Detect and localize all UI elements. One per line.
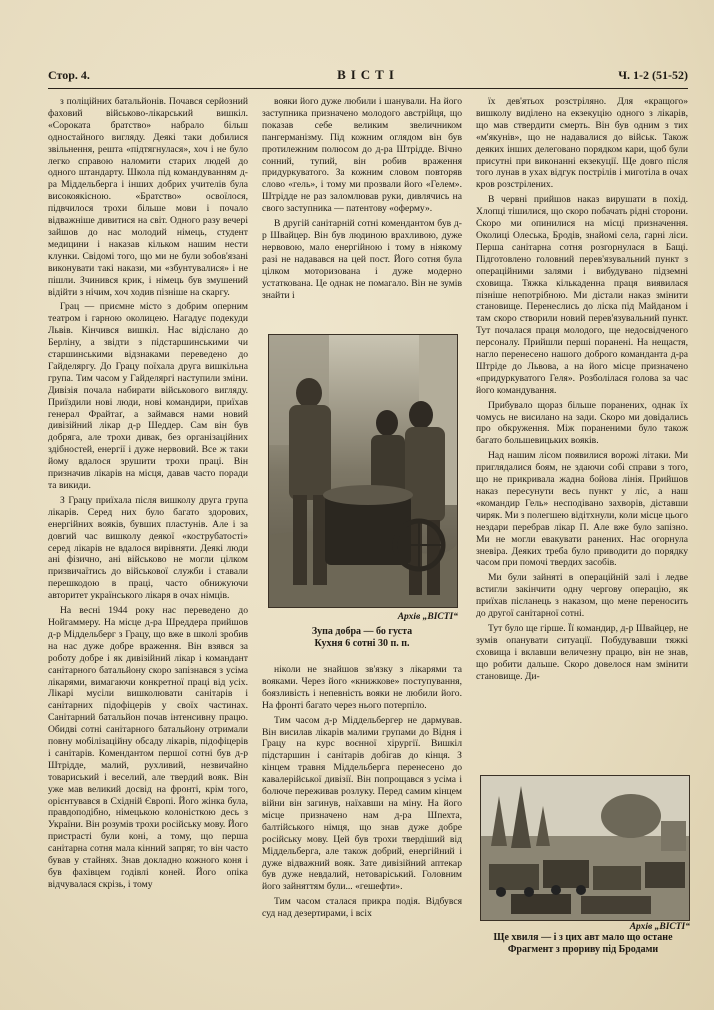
paragraph: з поліційних батальйонів. Почався серйозний фаховий військово-лікарський вишкіл. «Сороката братство» набрало більш одностайного вигляду. Деякі таки добилися звільнення, решта «підтягнулася», хоч і не було легко справою наломити старих людей до одного штандарту. Школа під командуванням д-ра Міддельберга і інших добрих учителів була високоякісною. «Братство» освоїлося, підвчилося трохи більше мови і почало відважніше дивитися на світ. Одного разу вечері зайшов до нас молодий німець, студент медицини і наказав кільком нашим нести клунки. Свідомі того, що ми не були зобов'язані виконувати такі накази, ми «збунтувалися» і не пішли. Зчинився крик, і німець був змушений відійти з нічим, хоч ходив пізніше на скаргу.: [48, 96, 248, 298]
paragraph: ніколи не знайшов зв'язку з лікарями та вояками. Через його «книжкове» поступування, боязливість і непевність вояки не любили його. На фронті багато через нього потерпіло.: [262, 664, 462, 711]
paragraph: В другій санітарній сотні комендантом був д-р Швайцер. Він був людиною врахливою, дуже нервовою, мало енергійною і тому в ніякому разі не надавався на цей пост. Його сотня була цілком моторизована і дуже модерно устаткована. Це однак не помагало. Він не зумів знайти і: [262, 218, 462, 301]
photo-vehicle-column: [480, 775, 690, 921]
paragraph: Тим часом сталася прикра подія. Відбувся суд над дезертирами, і всіх: [262, 896, 462, 920]
paragraph: Тим часом д-р Міддельбергер не дармував. Він висилав лікарів малими групами до Відня і Грацу на курс воєнної хірургії. Вишкіл підстаршин і санітарів добігав до кінця. З кінцем травня Міддельберга перенесено до кавалерійської дивізії. Він попрощався з усіма і болюче переживав розлуку. Перед самим кінцем війни він загинув, наїхавши на міну. На його місце призначено нам д-ра Шпехта, балтійського німця, що знав дуже добре російську мову. Цей був трохи твердіший від Міддельберга, але також добрий, енергійний і дуже відважний вояк. Зате дивізійний аптекар був дуже невдалий, нетоваріський. Головним його зайняттям були... «гешефти».: [262, 714, 462, 893]
caption-line: Зупа добра — бо густа: [311, 626, 413, 637]
paragraph: Грац — приємне місто з добрим оперним театром і гарною околицею. Нагадує подекуди Львів. Кінчився вишкіл. Нас відіслано до Берліну, а звідти з підстаршинськими чи старшинськими відзнаками переведено до Гайделяргу. До Грацу поїхала друга вишкільна група. Тим часом у Гайделяргі наступили зміни. Дивізія почала набирати військового вигляду. Приїздили нові люди, нові командири, приїхав генерал Фрайтаґ, а займався нами новий дивізійний лікар д-р Шеддер. Сам він був добряга, але трохи дивак, без організаційних здібностей, енергії і дуже нервовий. Все ж таки йому вдалося зрушити трохи праці. Він призначив лікарів на місця, давав часто поради та викиди.: [48, 301, 248, 491]
paragraph: Тут було ще гірше. Її командир, д-р Швайцер, не зумів опанувати ситуації. Побудувавши тяжкі сховища і вклавши величезну працю, він не знав, що робити дальше. Скоро довелося нам змінити становище. Ди-: [476, 622, 688, 682]
column-2-bottom: [262, 664, 462, 1000]
page-number: Стор. 4.: [48, 68, 90, 82]
caption-line: Кухня 6 сотні 30 п. п.: [314, 638, 410, 649]
caption-line: Ще хвиля — і з цих авт мало що остане: [493, 932, 673, 943]
paragraph: З Грацу приїхала після вишколу друга група лікарів. Серед них було багато здорових, енергійних вояків, бувших пластунів. Але і за довгий час вишколу деякої «кострубатості» серед лікарів не вдалося вирівняти. Деякі люди ані фізично, ані військово не могли цілком призвичаїтись до військової служби і ставали перешкодою в праці, часто обнижуючи авторитет українського лікаря в очах німців.: [48, 494, 248, 602]
photo-caption: [476, 932, 690, 956]
column-3: [476, 96, 688, 772]
column-2-top: [262, 96, 462, 328]
photo-credit: Архів „ВІСТІ“: [397, 612, 458, 622]
paragraph: Над нашим лісом появилися ворожі літаки. Ми приглядалися боям, не здаючи собі справи з того, що не прикривала жадна бойова лінія. Прийшов наказ пересунути весь пункт у ліс, а наш «командир Гель» несподівано захворів, діставши чиряк. Ми з полегшею відітхнули, коли місце цього нездари перебрав лікар П. Але вже було запізно. Ми не могли евакувати ранених. Нас огорнула зневіра. Деяких треба було приводити до порядку часом при помочі твердих засобів.: [476, 450, 688, 569]
photo-field-kitchen: [268, 334, 458, 608]
paragraph: Прибувало щораз більше поранених, однак їх чомусь не висилано на зади. Скоро ми довідались про обкруження. Між пораненими було також багато большевицьких вояків.: [476, 399, 688, 447]
paragraph: їх дев'ятьох розстріляно. Для «кращого» вишколу виділено на екзекуцію одного з лікарів, що мав ствердити смерть. Він був одним з тих «м'якунів», що не надавалися до військ. Також деяких інших делеговано порядком кари, щоб були присутні при виконанні екзекуції. Ще довго після того лунав в ухах відгук пострілів і миготіла в очах кров розстрілених.: [476, 96, 688, 191]
photo-caption: [262, 626, 462, 650]
issue-number: Ч. 1-2 (51-52): [618, 68, 688, 82]
photo-credit: Архів „ВІСТІ“: [629, 922, 690, 932]
paragraph: вояки його дуже любили і шанували. На його заступника призначено молодого австрійця, що показав себе великим звеличником пангерманізму. Під кожним оглядом він був протилежним полюсом до д-ра Штрідде. Вічно сонний, тупий, він робив враження придуркуватого. За кожним словом повторяв слово «гель», і тому ми прозвали його «Гелем». Штрідде не раз заломлював руки, дивлячись на свого заступника — патентову «оферму».: [262, 96, 462, 215]
paragraph: В червні прийшов наказ вирушати в похід. Хлопці тішилися, що скоро побачать рідні сторони. Скоро ми опинилися на місці призначення. Околиці Олеська, Бродів, знайомі села, гарні ліси. Перша санітарна сотня розгорнулася в Бащі. Підготовлено головний перев'язувальний пункт з операційними залями і вибудувано підземні сховища. Тяжка кількаденна праця виявилася пізніше непотрібною. Ми дістали наказ змінити становище. Перенеслись до ліска під Майданом і там скоро створили новий перев'язувальний пункт. Тут почалася праця молодого, ще недосвідченого персоналу. Прийшли перші поранені. На нещастя, нагло перенесено нашого доброго команданта д-ра Штріде до Львова, а на його місце призначено «придуркуватого Геля». Розболілася голова за час його командування.: [476, 194, 688, 396]
column-1: [48, 96, 248, 996]
newspaper-title: ВІСТІ: [337, 67, 399, 82]
paragraph: Ми були зайняті в операційній залі і ледве встигли закінчити одну чергову операцію, як приїхав післанець з наказом, що мене переносить до другої санітарної сотні.: [476, 572, 688, 620]
header-rule: [48, 88, 688, 89]
page-header: [48, 68, 688, 88]
paragraph: На весні 1944 року нас переведено до Нойгаммеру. На місце д-ра Шреддера прийшов д-р Міддельберг з Грацу, що вже в школі зробив на нас дуже добре враження. Він взявся за роботу добре і як дивізійний лікар і командант санітарного батальйону скоро запізнався з усіма лікарями, вимагаючи конкретної праці від усіх. Лікарі мусіли вишколювати санітарів і санітарних підофіцерів у своїх частинах. Санітарний батальйон почав інтенсивну працю. Обидві сотні санітарного батальйону отримали повну мобілізаційну обсаду лікарів, підофіцерів і санітарів. Комендантом першої сотні був д-р Штрідде, малий, рухливий, незвичайно товариський і веселий, але твердий вояк. Він уже мав великий досвід на фронті, крім того, орієнтувався в Східній Європі. Його жінка була, правдоподібно, німецькою колоністкою десь з України. Він розумів трохи російську мову. Його пристрасті були коні, а тому, що перша санітарна сотня мала кінний запряг, то він часто бував у стайнях. Знав докладно кожного коня і був фахівцем годівлі коней. Його опіка відчувалася скрізь, і тому: [48, 605, 248, 890]
caption-line: Фрагмент з прориву під Бродами: [507, 944, 659, 955]
